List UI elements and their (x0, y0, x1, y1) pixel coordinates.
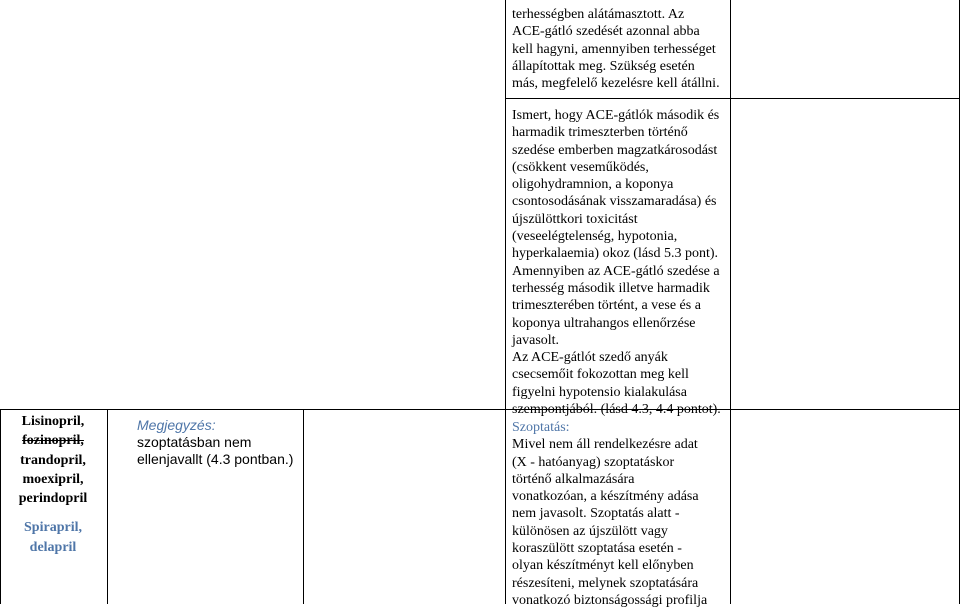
drug-name: trandopril, (20, 452, 86, 468)
text-line: állapítottak meg. Szükség esetén (512, 58, 695, 74)
text-line: ACE-gátló szedését azonnal abba (512, 24, 700, 40)
drug-name: Lisinopril, (21, 414, 85, 429)
text-line: nem javasolt. Szoptatás alatt - (512, 506, 680, 522)
text-line: szempontjából. (lásd 4.3, 4.4 pontot). (512, 402, 721, 418)
table-border-col3 (505, 0, 506, 604)
breastfeeding-heading: Szoptatás: (512, 420, 570, 435)
drug-name: moexipril, (22, 471, 84, 487)
text-line: különösen az újszülött vagy (512, 523, 668, 539)
text-line: javasolt. (512, 332, 560, 348)
breastfeeding-text (512, 419, 738, 609)
text-line: Az ACE-gátlót szedő anyák (512, 350, 668, 366)
drug-name: Spirapril, (24, 520, 82, 536)
text-line: részesíteni, melynek szoptatására (512, 575, 699, 591)
text-line: vonatkozóan, a készítmény adása (512, 489, 699, 505)
text-line: koraszülött szoptatása esetén - (512, 541, 682, 557)
text-line: Amennyiben az ACE-gátló szedése a (512, 263, 720, 279)
drug-name: delapril (29, 539, 77, 555)
text-line: szedése emberben magzatkárosodást (512, 142, 718, 158)
text-line: kell hagyni, amennyiben terhességet (512, 41, 716, 57)
pregnancy-text (512, 107, 738, 418)
text-line: más, megfelelő kezelésre kell átállni. (512, 76, 720, 92)
text-line: Ismert, hogy ACE-gátlók második és (512, 108, 720, 123)
text-line: terhességben alátámasztott. Az (512, 7, 685, 22)
text-line: történő alkalmazására (512, 471, 635, 487)
text-line: koponya ultrahangos ellenőrzése (512, 315, 696, 331)
text-line: (X - hatóanyag) szoptatáskor (512, 454, 675, 470)
top-cell-text (512, 6, 738, 92)
table-border-col2 (303, 409, 304, 604)
table-border-row2 (0, 409, 960, 410)
text-line: vonatkozó biztonságossági profilja (512, 592, 708, 608)
note-text: szoptatásban nem ellenjavallt (4.3 pontban.) (137, 434, 294, 467)
text-line: csecsemőit fokozottan meg kell (512, 367, 689, 383)
text-line: (csökkent veseműködés, (512, 159, 649, 175)
text-line: figyelni hypotensio kialakulása (512, 384, 687, 400)
text-line: terhesség második illetve harmadik (512, 280, 710, 296)
table-border-col1 (107, 409, 108, 604)
text-line: trimeszterében történt, a vese és a (512, 298, 701, 314)
note-label: Megjegyzés: (137, 417, 216, 433)
table-border-row1 (505, 98, 960, 99)
text-line: újszülöttkori toxicitást (512, 211, 638, 227)
note-cell (137, 417, 297, 468)
text-line: hyperkalaemia) okoz (lásd 5.3 pont). (512, 246, 719, 262)
text-line: Mivel nem áll rendelkezésre adat (512, 437, 698, 453)
text-line: oligohydramnion, a koponya (512, 177, 674, 193)
text-line: olyan készítményt kell előnyben (512, 558, 694, 574)
text-line: (veseelégtelenség, hypotonia, (512, 229, 678, 245)
drug-name: perindopril (18, 491, 88, 507)
text-line: harmadik trimeszterben történő (512, 125, 688, 141)
text-line: csontosodásának visszamaradása) és (512, 194, 717, 210)
table-border-left (0, 409, 1, 604)
drug-name-struck: fozinopril, (22, 433, 84, 449)
drug-list (4, 412, 102, 557)
